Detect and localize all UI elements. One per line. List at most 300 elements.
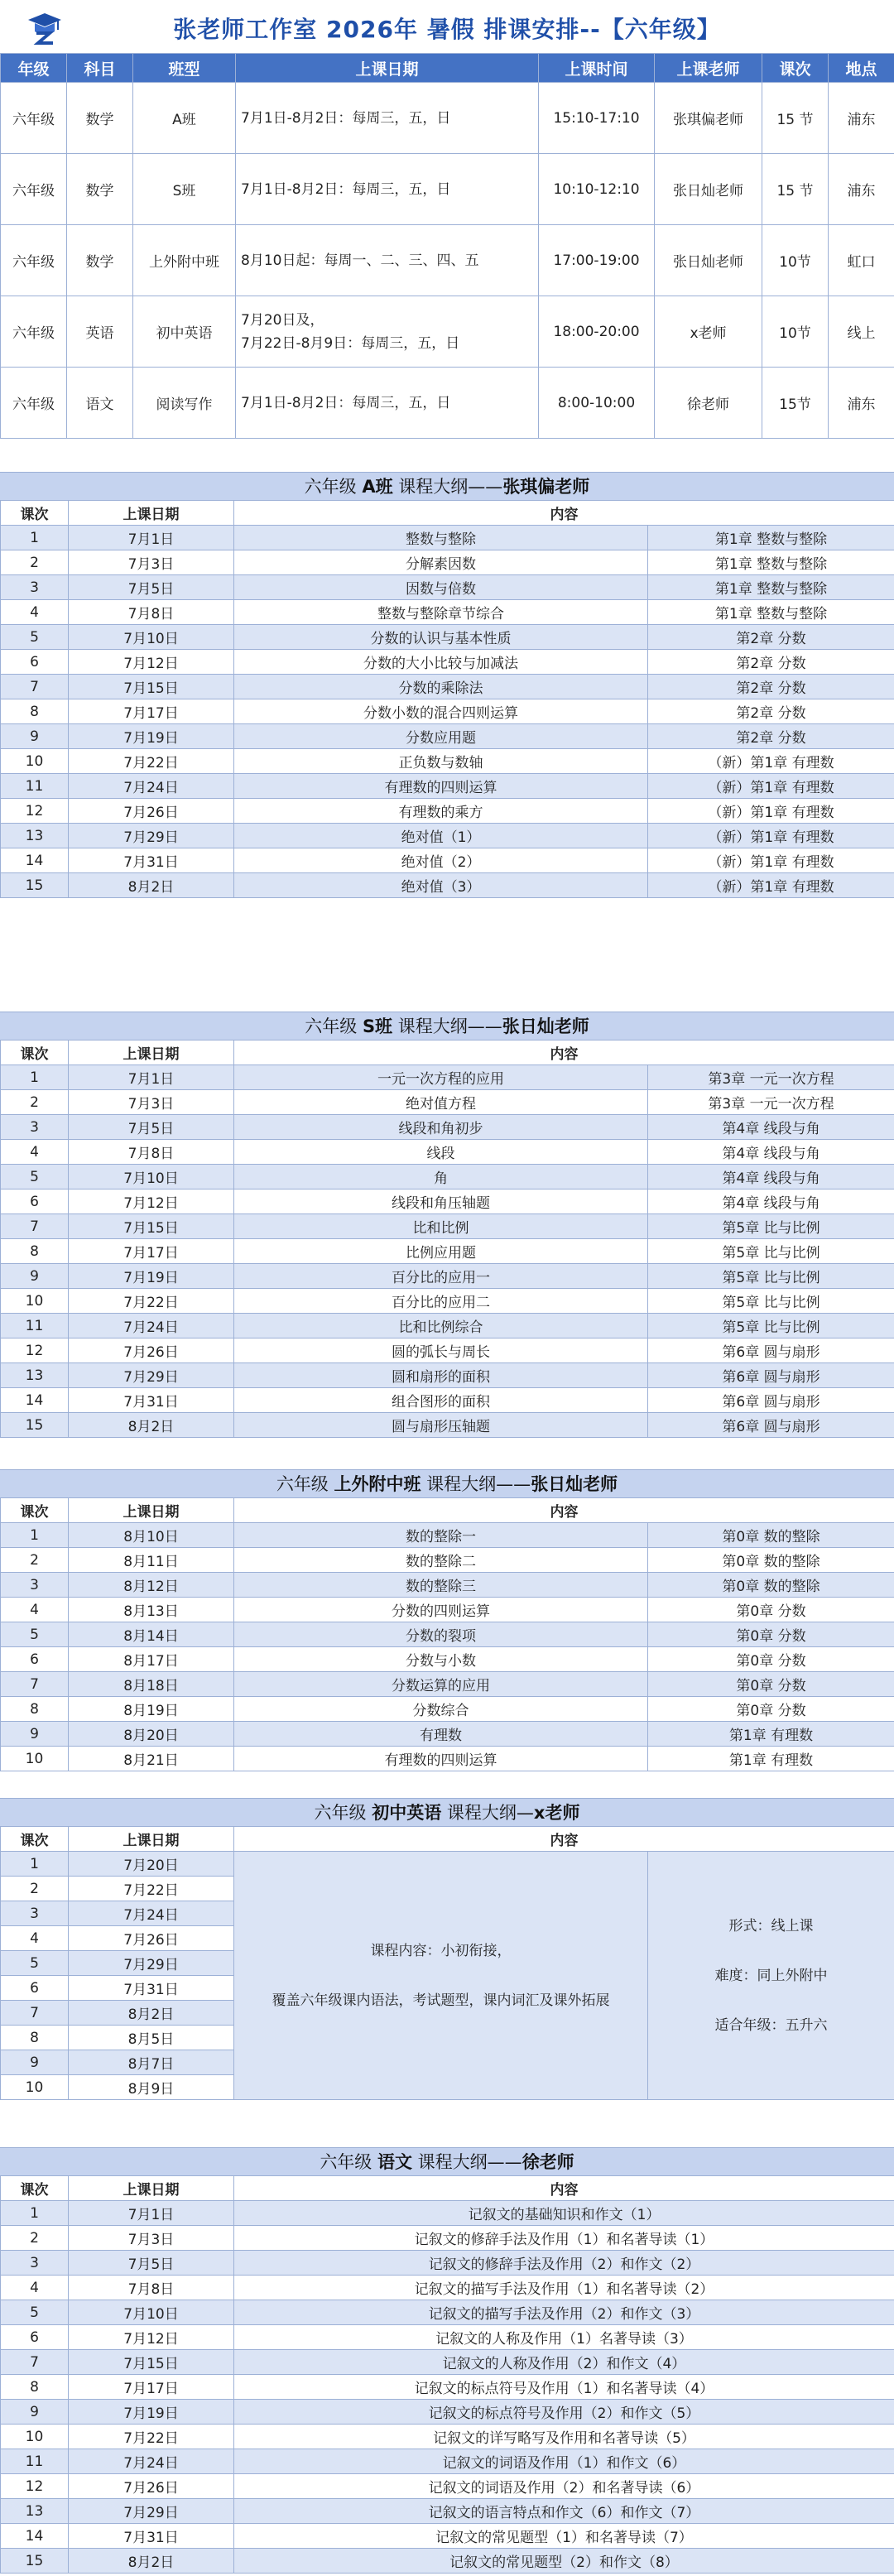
outline-cell: 记叙文的词语及作用（2）和名著导读（6） (234, 2474, 894, 2499)
outline-cell: 13 (1, 1363, 69, 1388)
outline-cell: 分数应用题 (234, 724, 648, 749)
outline-row (1, 1314, 894, 1338)
schedule-cell: 10:10-12:10 (539, 154, 655, 225)
outline-cell: 整数与整除章节综合 (234, 600, 648, 625)
outline-header-cell: 课次 (1, 1827, 69, 1852)
outline-cell: 7月10日 (69, 1165, 234, 1189)
outline-cell: 第2章 分数 (648, 675, 894, 699)
outline-cell: 分数的四则运算 (234, 1598, 648, 1622)
outline-row (1, 1548, 894, 1573)
outline-cell: 7月19日 (69, 1264, 234, 1289)
outline-row (1, 873, 894, 898)
outline-cell: 8 (1, 699, 69, 724)
outline-row (1, 1239, 894, 1264)
section-title: 六年级 A班 课程大纲——张琪偏老师 (0, 472, 894, 501)
outline-cell: 6 (1, 650, 69, 675)
chinese-outline-table (0, 2175, 894, 2574)
outline-row (1, 2400, 894, 2425)
outline-cell: 7月10日 (69, 2300, 234, 2325)
outline-row (1, 2276, 894, 2300)
outline-cell: 1 (1, 1852, 69, 1877)
section-class-name: 语文 (377, 2152, 412, 2172)
outline-cell: 8月19日 (69, 1697, 234, 1722)
outline-header-cell: 上课日期 (69, 2176, 234, 2201)
outline-cell: 8月17日 (69, 1647, 234, 1672)
outline-row (1, 2499, 894, 2524)
outline-cell: 记叙文的修辞手法及作用（2）和作文（2） (234, 2251, 894, 2276)
outline-cell: 正负数与数轴 (234, 749, 648, 774)
outline-cell: 第4章 线段与角 (648, 1115, 894, 1140)
outline-cell: 2 (1, 550, 69, 575)
outline-cell: 7月5日 (69, 2251, 234, 2276)
outline-cell: 8 (1, 2375, 69, 2400)
outline-cell: 整数与整除 (234, 526, 648, 550)
outline-cell: 有理数 (234, 1722, 648, 1747)
english-info-cell (648, 1852, 894, 2100)
outline-cell: 线段 (234, 1140, 648, 1165)
outline-cell: （新）第1章 有理数 (648, 824, 894, 848)
outline-cell: 第0章 分数 (648, 1672, 894, 1697)
outline-cell: 7 (1, 2350, 69, 2375)
outline-cell: 4 (1, 2276, 69, 2300)
outline-cell: 9 (1, 1264, 69, 1289)
outline-row (1, 625, 894, 650)
outline-cell: 7月5日 (69, 575, 234, 600)
outline-cell: 3 (1, 1901, 69, 1926)
outline-cell: 记叙文的详写略写及作用和名著导读（5） (234, 2425, 894, 2449)
outline-cell: 7月8日 (69, 1140, 234, 1165)
outline-cell: 7月24日 (69, 2449, 234, 2474)
outline-cell: 分数的裂项 (234, 1622, 648, 1647)
outline-cell: 7月3日 (69, 550, 234, 575)
outline-header-cell: 上课日期 (69, 1827, 234, 1852)
outline-cell: 2 (1, 1090, 69, 1115)
outline-row (1, 1722, 894, 1747)
outline-cell: 分数小数的混合四则运算 (234, 699, 648, 724)
outline-cell: 第5章 比与比例 (648, 1239, 894, 1264)
outline-cell: 记叙文的标点符号及作用（1）和名著导读（4） (234, 2375, 894, 2400)
section-teacher-name: 张日灿老师 (531, 1474, 618, 1494)
outline-cell: 记叙文的人称及作用（2）和作文（4） (234, 2350, 894, 2375)
outline-cell: 14 (1, 1388, 69, 1413)
outline-header-row (1, 1827, 894, 1852)
outline-cell: 第1章 整数与整除 (648, 526, 894, 550)
outline-header-cell: 课次 (1, 1040, 69, 1065)
outline-row (1, 1090, 894, 1115)
outline-cell: 7月12日 (69, 2325, 234, 2350)
schedule-cell: 六年级 (1, 296, 67, 368)
outline-header-cell: 课次 (1, 1498, 69, 1523)
outline-cell: 有理数的四则运算 (234, 774, 648, 799)
outline-cell: 线段和角压轴题 (234, 1189, 648, 1214)
schedule-cell: 浦东 (829, 368, 894, 439)
outline-cell: 分数运算的应用 (234, 1672, 648, 1697)
outline-cell: 第3章 一元一次方程 (648, 1065, 894, 1090)
schedule-cell: 15:10-17:10 (539, 83, 655, 154)
outline-cell: 组合图形的面积 (234, 1388, 648, 1413)
outline-cell: 7 (1, 1672, 69, 1697)
schedule-cell: A班 (133, 83, 236, 154)
outline-cell: （新）第1章 有理数 (648, 873, 894, 898)
outline-cell: 11 (1, 774, 69, 799)
outline-cell: 第0章 数的整除 (648, 1548, 894, 1573)
outline-cell: 9 (1, 724, 69, 749)
outline-cell: 7月24日 (69, 1901, 234, 1926)
outline-cell: 第6章 圆与扇形 (648, 1363, 894, 1388)
outline-cell: 10 (1, 2425, 69, 2449)
outline-cell: 第0章 分数 (648, 1647, 894, 1672)
schedule-cell: 7月1日-8月2日：每周三，五，日 (236, 368, 539, 439)
outline-cell: 分数与小数 (234, 1647, 648, 1672)
outline-cell: 8月2日 (69, 873, 234, 898)
outline-cell: 5 (1, 1951, 69, 1976)
outline-cell: 分解素因数 (234, 550, 648, 575)
schedule-cell: 浦东 (829, 83, 894, 154)
outline-row (1, 749, 894, 774)
outline-row (1, 1140, 894, 1165)
outline-cell: 第0章 分数 (648, 1598, 894, 1622)
schedule-cell: 六年级 (1, 225, 67, 296)
schedule-cell: 17:00-19:00 (539, 225, 655, 296)
schedule-cell: 15 节 (762, 154, 829, 225)
outline-cell: 1 (1, 2201, 69, 2226)
outline-header-cell: 内容 (234, 1498, 894, 1523)
outline-cell: 第5章 比与比例 (648, 1289, 894, 1314)
outline-row (1, 2375, 894, 2400)
outline-cell: （新）第1章 有理数 (648, 774, 894, 799)
outline-cell: 第5章 比与比例 (648, 1314, 894, 1338)
outline-header-cell: 课次 (1, 501, 69, 526)
title-bar (0, 0, 894, 53)
outline-cell: 比和比例综合 (234, 1314, 648, 1338)
outline-cell: 7月22日 (69, 749, 234, 774)
outline-cell: 5 (1, 1622, 69, 1647)
outline-cell: 7月3日 (69, 1090, 234, 1115)
outline-cell: 3 (1, 1573, 69, 1598)
outline-cell: 13 (1, 2499, 69, 2524)
outline-cell: 10 (1, 1289, 69, 1314)
outline-row (1, 675, 894, 699)
outline-cell: 第1章 有理数 (648, 1722, 894, 1747)
outline-cell: 3 (1, 1115, 69, 1140)
outline-cell: 8 (1, 2026, 69, 2050)
outline-cell: 7月5日 (69, 1115, 234, 1140)
schedule-row (1, 83, 894, 154)
schedule-header-cell: 年级 (1, 54, 67, 83)
outline-cell: 分数综合 (234, 1697, 648, 1722)
outline-cell: 7月22日 (69, 2425, 234, 2449)
outline-cell: 15 (1, 873, 69, 898)
schedule-cell: 六年级 (1, 154, 67, 225)
outline-row (1, 526, 894, 550)
outline-cell: 线段和角初步 (234, 1115, 648, 1140)
schedule-row (1, 154, 894, 225)
outline-cell: 11 (1, 2449, 69, 2474)
schedule-cell: 18:00-20:00 (539, 296, 655, 368)
outline-row (1, 1338, 894, 1363)
outline-cell: （新）第1章 有理数 (648, 848, 894, 873)
schedule-cell: 六年级 (1, 83, 67, 154)
outline-cell: 7月29日 (69, 824, 234, 848)
english-info-line: 难度：同上外附中 (714, 1967, 828, 1984)
outline-row (1, 650, 894, 675)
schedule-table (0, 53, 894, 439)
outline-header-row (1, 501, 894, 526)
outline-row (1, 600, 894, 625)
outline-row (1, 724, 894, 749)
outline-row (1, 550, 894, 575)
outline-cell: 7月24日 (69, 1314, 234, 1338)
outline-cell: 记叙文的词语及作用（1）和作文（6） (234, 2449, 894, 2474)
outline-cell: 7月31日 (69, 1976, 234, 2001)
outline-cell: 第0章 数的整除 (648, 1523, 894, 1548)
outline-header-cell: 课次 (1, 2176, 69, 2201)
outline-cell: 9 (1, 2400, 69, 2425)
outline-cell: 第4章 线段与角 (648, 1165, 894, 1189)
outline-cell: 9 (1, 1722, 69, 1747)
section-class-name: A班 (362, 477, 393, 497)
outline-cell: 因数与倍数 (234, 575, 648, 600)
schedule-cell: x老师 (655, 296, 762, 368)
outline-row (1, 1598, 894, 1622)
outline-cell: 7月12日 (69, 650, 234, 675)
schedule-cell: 数学 (67, 83, 133, 154)
outline-cell: 7月31日 (69, 1388, 234, 1413)
outline-cell: 1 (1, 526, 69, 550)
outline-cell: 7月17日 (69, 1239, 234, 1264)
outline-header-cell: 内容 (234, 1827, 894, 1852)
outline-row (1, 2524, 894, 2549)
section-class-name: 上外附中班 (334, 1474, 421, 1494)
outline-header-cell: 上课日期 (69, 501, 234, 526)
outline-cell: 第6章 圆与扇形 (648, 1413, 894, 1438)
schedule-cell: 语文 (67, 368, 133, 439)
section-teacher-name: 徐老师 (522, 2152, 574, 2172)
schedule-cell: 徐老师 (655, 368, 762, 439)
outline-row (1, 799, 894, 824)
outline-row (1, 1115, 894, 1140)
outline-row (1, 1165, 894, 1189)
outline-header-cell: 上课日期 (69, 1040, 234, 1065)
outline-cell: 8月20日 (69, 1722, 234, 1747)
outline-row (1, 1672, 894, 1697)
outline-cell: 12 (1, 1338, 69, 1363)
outline-cell: 9 (1, 2050, 69, 2075)
outline-cell: 7月1日 (69, 1065, 234, 1090)
outline-cell: 第1章 有理数 (648, 1747, 894, 1771)
outline-row (1, 2549, 894, 2574)
schedule-cell: 线上 (829, 296, 894, 368)
schedule-cell: 10节 (762, 225, 829, 296)
english-info-line: 适合年级：五升六 (714, 2016, 828, 2034)
outline-row (1, 1289, 894, 1314)
outline-row (1, 2449, 894, 2474)
outline-cell: 7月19日 (69, 2400, 234, 2425)
outline-header-cell: 上课日期 (69, 1498, 234, 1523)
outline-cell: 14 (1, 2524, 69, 2549)
outline-cell: 8月2日 (69, 1413, 234, 1438)
outline-cell: 记叙文的标点符号及作用（2）和作文（5） (234, 2400, 894, 2425)
outline-cell: 记叙文的基础知识和作文（1） (234, 2201, 894, 2226)
outline-row (1, 824, 894, 848)
outline-cell: 4 (1, 1598, 69, 1622)
outline-cell: 第6章 圆与扇形 (648, 1338, 894, 1363)
schedule-cell: 15 节 (762, 83, 829, 154)
outline-cell: 8 (1, 1697, 69, 1722)
outline-cell: 7月26日 (69, 1338, 234, 1363)
outline-cell: 记叙文的常见题型（2）和作文（8） (234, 2549, 894, 2574)
outline-row (1, 2201, 894, 2226)
outline-row (1, 848, 894, 873)
outline-cell: 14 (1, 848, 69, 873)
outline-cell: 7月8日 (69, 2276, 234, 2300)
outline-row (1, 1523, 894, 1548)
schedule-cell: 初中英语 (133, 296, 236, 368)
schedule-header-cell: 班型 (133, 54, 236, 83)
outline-cell: 第0章 分数 (648, 1622, 894, 1647)
outline-cell: 记叙文的常见题型（1）和名著导读（7） (234, 2524, 894, 2549)
outline-cell: 8月14日 (69, 1622, 234, 1647)
outline-cell: 7月19日 (69, 724, 234, 749)
outline-cell: 第0章 分数 (648, 1697, 894, 1722)
schedule-header-cell: 课次 (762, 54, 829, 83)
outline-cell: 7月3日 (69, 2226, 234, 2251)
outline-cell: 第3章 一元一次方程 (648, 1090, 894, 1115)
outline-row (1, 1697, 894, 1722)
schedule-cell: 8月10日起：每周一、二、三、四、五 (236, 225, 539, 296)
outline-table (0, 1497, 894, 1771)
outline-header-cell: 内容 (234, 501, 894, 526)
outline-cell: 1 (1, 1065, 69, 1090)
outline-cell: 绝对值（2） (234, 848, 648, 873)
outline-cell: 6 (1, 1189, 69, 1214)
outline-header-row (1, 1040, 894, 1065)
outline-cell: 7月31日 (69, 848, 234, 873)
outline-cell: 第2章 分数 (648, 625, 894, 650)
outline-cell: 7月26日 (69, 2474, 234, 2499)
outline-cell: 11 (1, 1314, 69, 1338)
schedule-header-cell: 上课时间 (539, 54, 655, 83)
outline-cell: 第2章 分数 (648, 699, 894, 724)
schedule-cell: 15节 (762, 368, 829, 439)
outline-header-cell: 内容 (234, 1040, 894, 1065)
outline-row (1, 2300, 894, 2325)
outline-cell: 8月12日 (69, 1573, 234, 1598)
english-content-line: 覆盖六年级课内语法，考试题型，课内词汇及课外拓展 (272, 1992, 610, 2009)
outline-cell: 7月17日 (69, 2375, 234, 2400)
outline-cell: 7月29日 (69, 1363, 234, 1388)
schedule-header-cell: 上课老师 (655, 54, 762, 83)
outline-row (1, 1413, 894, 1438)
schedule-header-cell: 上课日期 (236, 54, 539, 83)
outline-cell: 8月2日 (69, 2001, 234, 2026)
outline-row (1, 2226, 894, 2251)
outline-cell: （新）第1章 有理数 (648, 799, 894, 824)
outline-row (1, 2425, 894, 2449)
outline-cell: 3 (1, 575, 69, 600)
schedule-header-row (1, 54, 894, 83)
schedule-cell: 阅读写作 (133, 368, 236, 439)
outline-cell: 第1章 整数与整除 (648, 600, 894, 625)
schedule-cell: 张琪偏老师 (655, 83, 762, 154)
schedule-cell: 7月20日及， 7月22日-8月9日：每周三，五，日 (236, 296, 539, 368)
outline-cell: 2 (1, 1548, 69, 1573)
outline-cell: 7月12日 (69, 1189, 234, 1214)
outline-cell: 8月18日 (69, 1672, 234, 1697)
outline-row (1, 1852, 894, 1877)
outline-header-row (1, 2176, 894, 2201)
outline-cell: 绝对值方程 (234, 1090, 648, 1115)
outline-cell: 7月10日 (69, 625, 234, 650)
section-class-name: S班 (362, 1016, 393, 1036)
outline-cell: 分数的认识与基本性质 (234, 625, 648, 650)
outline-cell: 8月10日 (69, 1523, 234, 1548)
outline-row (1, 2350, 894, 2375)
outline-cell: 15 (1, 2549, 69, 2574)
outline-cell: 7月15日 (69, 1214, 234, 1239)
outline-cell: 7月31日 (69, 2524, 234, 2549)
outline-cell: 7月22日 (69, 1877, 234, 1901)
schedule-cell: 六年级 (1, 368, 67, 439)
outline-cell: 6 (1, 1976, 69, 2001)
section-title: 六年级 上外附中班 课程大纲——张日灿老师 (0, 1469, 894, 1498)
outline-row (1, 1214, 894, 1239)
outline-row (1, 1622, 894, 1647)
outline-cell: 角 (234, 1165, 648, 1189)
section-title: 六年级 S班 课程大纲——张日灿老师 (0, 1012, 894, 1040)
outline-cell: 7 (1, 675, 69, 699)
section-teacher-name: 张琪偏老师 (502, 477, 590, 497)
outline-cell: 7 (1, 1214, 69, 1239)
outline-cell: 10 (1, 1747, 69, 1771)
outline-cell: 10 (1, 2075, 69, 2100)
section-teacher-name: x老师 (533, 1803, 580, 1823)
outline-row (1, 774, 894, 799)
schedule-cell: 数学 (67, 225, 133, 296)
outline-cell: 2 (1, 1877, 69, 1901)
outline-cell: 记叙文的人称及作用（1）名著导读（3） (234, 2325, 894, 2350)
outline-cell: 12 (1, 799, 69, 824)
outline-cell: 第4章 线段与角 (648, 1140, 894, 1165)
outline-cell: 数的整除三 (234, 1573, 648, 1598)
outline-cell: 百分比的应用二 (234, 1289, 648, 1314)
outline-cell: 有理数的乘方 (234, 799, 648, 824)
outline-cell: 2 (1, 2226, 69, 2251)
outline-table (0, 1040, 894, 1438)
outline-cell: 圆与扇形压轴题 (234, 1413, 648, 1438)
schedule-cell: 7月1日-8月2日：每周三，五，日 (236, 83, 539, 154)
outline-cell: 第5章 比与比例 (648, 1214, 894, 1239)
outline-cell: 4 (1, 600, 69, 625)
outline-cell: 圆的弧长与周长 (234, 1338, 648, 1363)
outline-cell: 5 (1, 625, 69, 650)
schedule-cell: 8:00-10:00 (539, 368, 655, 439)
outline-row (1, 1388, 894, 1413)
outline-cell: 1 (1, 1523, 69, 1548)
outline-cell: 第2章 分数 (648, 724, 894, 749)
outline-cell: 圆和扇形的面积 (234, 1363, 648, 1388)
outline-cell: 百分比的应用一 (234, 1264, 648, 1289)
outline-cell: 8月13日 (69, 1598, 234, 1622)
outline-cell: 记叙文的描写手法及作用（2）和作文（3） (234, 2300, 894, 2325)
outline-cell: 记叙文的修辞手法及作用（1）和名著导读（1） (234, 2226, 894, 2251)
outline-cell: 分数的乘除法 (234, 675, 648, 699)
outline-row (1, 1573, 894, 1598)
outline-cell: 5 (1, 1165, 69, 1189)
outline-cell: 4 (1, 1926, 69, 1951)
outline-row (1, 1189, 894, 1214)
outline-cell: 13 (1, 824, 69, 848)
